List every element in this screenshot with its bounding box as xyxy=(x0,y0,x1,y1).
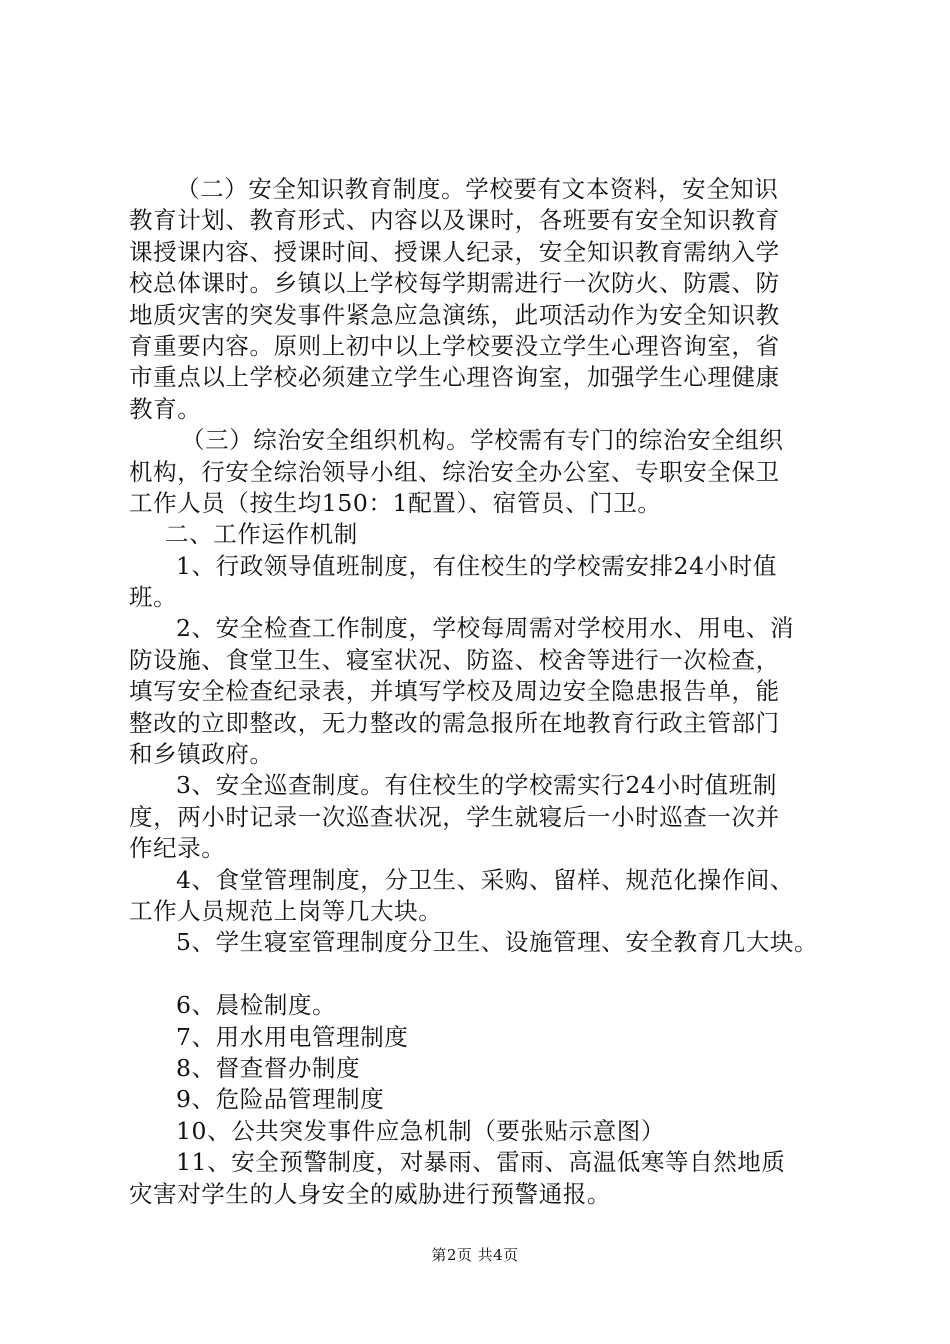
document-body xyxy=(129,174,829,1210)
blank-line xyxy=(129,959,829,990)
page-footer: 第2页 共4页 xyxy=(431,1246,519,1264)
text-line: 1、行政领导值班制度，有住校生的学校需安排24小时值 xyxy=(176,551,777,580)
text-line: 课授课内容、授课时间、授课人纪录，安全知识教育需纳入学 xyxy=(129,237,780,266)
text-line: 防设施、食堂卫生、寝室状况、防盗、校舍等进行一次检查， xyxy=(129,645,780,674)
text-line: 作纪录。 xyxy=(129,834,226,863)
text-line: 和乡镇政府。 xyxy=(129,740,274,769)
text-line: 灾害对学生的人身安全的威胁进行预警通报。 xyxy=(129,1179,611,1208)
text-line: 10、公共突发事件应急机制（要张贴示意图） xyxy=(176,1116,666,1145)
text-line: 机构，行安全综治领导小组、综治安全办公室、专职安全保卫 xyxy=(129,457,780,486)
text-line: （二）安全知识教育制度。学校要有文本资料，安全知识 xyxy=(176,175,779,203)
text-line: 填写安全检查纪录表，并填写学校及周边安全隐患报告单，能 xyxy=(129,677,780,706)
text-line: 8、督查督办制度 xyxy=(176,1053,361,1082)
text-line: 2、安全检查工作制度，学校每周需对学校用水、用电、消 xyxy=(176,614,795,643)
text-line: 6、晨检制度。 xyxy=(176,991,337,1020)
text-line: 整改的立即整改，无力整改的需急报所在地教育行政主管部门 xyxy=(129,708,780,737)
text-line: 9、危险品管理制度 xyxy=(176,1085,385,1114)
text-line: 7、用水用电管理制度 xyxy=(176,1022,409,1051)
text-line: 3、安全巡查制度。有住校生的学校需实行24小时值班制 xyxy=(176,771,777,800)
text-line: 市重点以上学校必须建立学生心理咨询室，加强学生心理健康 xyxy=(129,363,780,392)
text-line: （三）综治安全组织机构。学校需有专门的综治安全组织 xyxy=(181,426,784,455)
text-line: 5、学生寝室管理制度分卫生、设施管理、安全教育几大块。 xyxy=(176,928,819,957)
text-line: 二、工作运作机制 xyxy=(165,520,358,549)
text-line: 育重要内容。原则上初中以上学校要没立学生心理咨询室，省 xyxy=(129,331,780,360)
text-line: 4、食堂管理制度，分卫生、采购、留样、规范化操作间、 xyxy=(176,865,795,894)
text-line: 11、安全预警制度，对暴雨、雷雨、高温低寒等自然地质 xyxy=(176,1148,786,1177)
text-line: 工作人员规范上岗等几大块。 xyxy=(129,896,443,925)
text-line: 班。 xyxy=(129,583,178,612)
text-line: 教育。 xyxy=(129,394,202,423)
text-line: 度，两小时记录一次巡查状况，学生就寝后一小时巡查一次并 xyxy=(129,802,780,831)
text-line: 工作人员（按生均150：1配置）、宿管员、门卫。 xyxy=(129,488,662,517)
text-line: 教育计划、教育形式、内容以及课时，各班要有安全知识教育 xyxy=(129,206,780,235)
text-line: 地质灾害的突发事件紧急应急演练，此项活动作为安全知识教 xyxy=(129,300,780,329)
text-line: 校总体课时。乡镇以上学校每学期需进行一次防火、防震、防 xyxy=(129,269,780,298)
